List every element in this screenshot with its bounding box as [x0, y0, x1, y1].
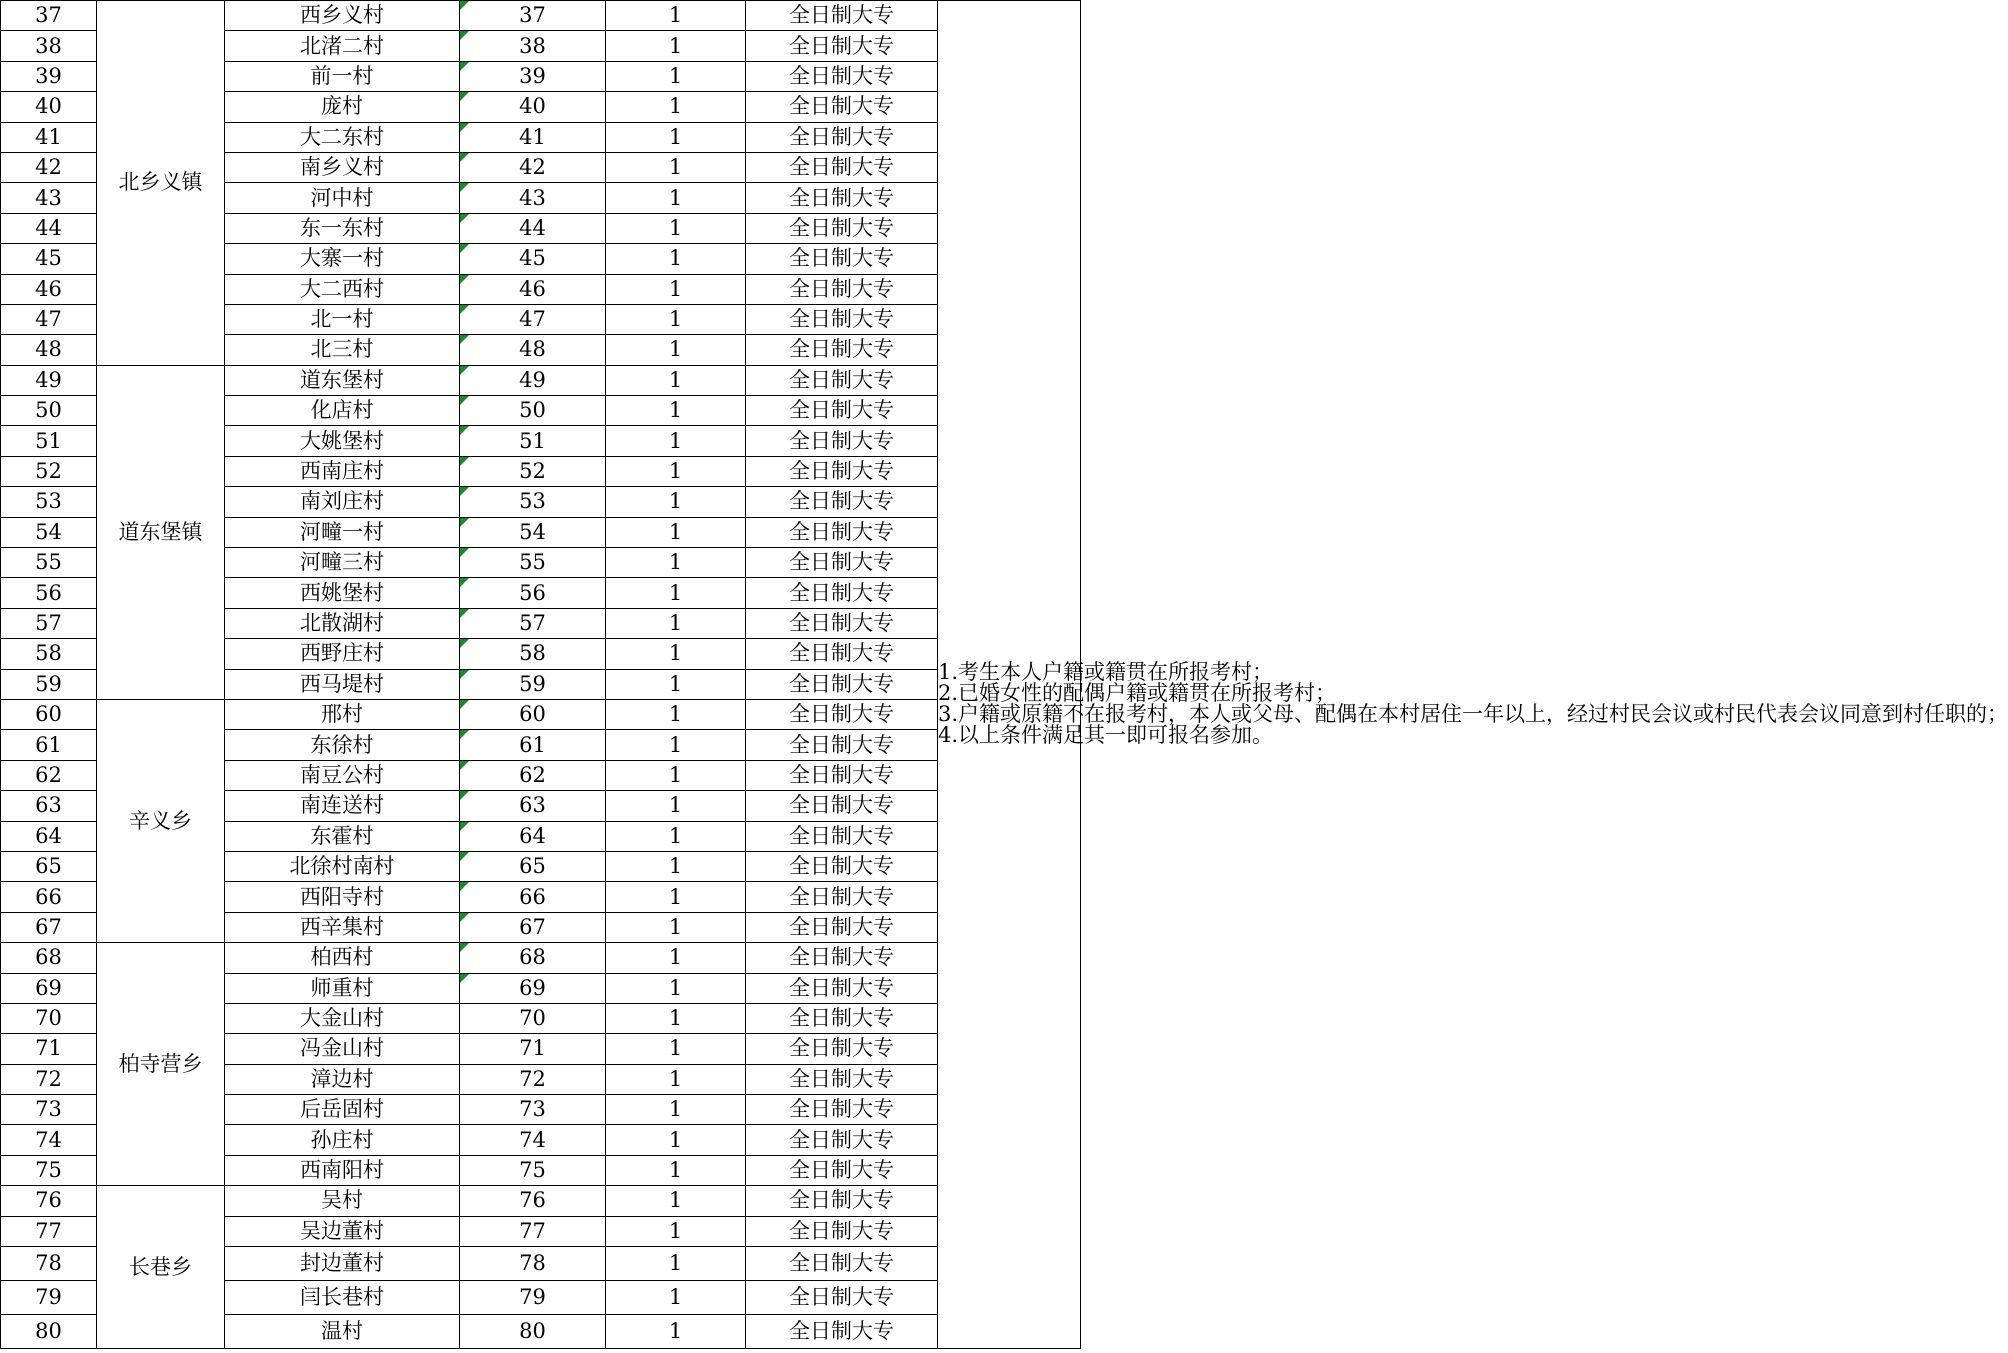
education-requirement-cell: 全日制大专 — [746, 851, 938, 881]
table-row — [1, 699, 1081, 729]
headcount-cell: 1 — [606, 304, 746, 334]
village-name-cell: 邢村 — [225, 699, 460, 729]
position-code-cell: 60 — [460, 699, 606, 729]
row-number-cell: 65 — [1, 851, 97, 881]
headcount-cell: 1 — [606, 669, 746, 699]
education-requirement-cell: 全日制大专 — [746, 183, 938, 213]
headcount-cell: 1 — [606, 456, 746, 486]
education-requirement-cell: 全日制大专 — [746, 274, 938, 304]
town-name-cell: 长巷乡 — [97, 1186, 225, 1349]
position-code-cell: 71 — [460, 1034, 606, 1064]
education-requirement-cell: 全日制大专 — [746, 122, 938, 152]
education-requirement-cell: 全日制大专 — [746, 1003, 938, 1033]
village-name-cell: 前一村 — [225, 61, 460, 91]
position-code-cell: 37 — [460, 1, 606, 31]
education-requirement-cell: 全日制大专 — [746, 548, 938, 578]
position-code-cell: 67 — [460, 912, 606, 942]
row-number-cell: 74 — [1, 1125, 97, 1155]
village-name-cell: 河疃一村 — [225, 517, 460, 547]
row-number-cell: 40 — [1, 92, 97, 122]
education-requirement-cell: 全日制大专 — [746, 396, 938, 426]
row-number-cell: 80 — [1, 1315, 97, 1349]
table-row — [1, 1186, 1081, 1216]
village-name-cell: 西野庄村 — [225, 639, 460, 669]
table-row — [1, 365, 1081, 395]
position-code-cell: 50 — [460, 396, 606, 426]
village-name-cell: 封边董村 — [225, 1247, 460, 1281]
eligibility-note-item: 1.考生本人户籍或籍贯在所报考村； — [938, 660, 1274, 684]
village-name-cell: 东徐村 — [225, 730, 460, 760]
row-number-cell: 73 — [1, 1095, 97, 1125]
row-number-cell: 52 — [1, 456, 97, 486]
row-number-cell: 56 — [1, 578, 97, 608]
education-requirement-cell: 全日制大专 — [746, 213, 938, 243]
headcount-cell: 1 — [606, 244, 746, 274]
row-number-cell: 53 — [1, 487, 97, 517]
headcount-cell: 1 — [606, 639, 746, 669]
village-name-cell: 北徐村南村 — [225, 851, 460, 881]
headcount-cell: 1 — [606, 517, 746, 547]
headcount-cell: 1 — [606, 973, 746, 1003]
education-requirement-cell: 全日制大专 — [746, 1315, 938, 1349]
education-requirement-cell: 全日制大专 — [746, 882, 938, 912]
town-name-cell: 辛义乡 — [97, 699, 225, 942]
eligibility-note-item: 4.以上条件满足其一即可报名参加。 — [938, 723, 1274, 747]
position-code-cell: 74 — [460, 1125, 606, 1155]
village-name-cell: 北散湖村 — [225, 608, 460, 638]
headcount-cell: 1 — [606, 943, 746, 973]
headcount-cell: 1 — [606, 821, 746, 851]
headcount-cell: 1 — [606, 487, 746, 517]
village-name-cell: 闫长巷村 — [225, 1281, 460, 1315]
position-code-cell: 47 — [460, 304, 606, 334]
village-name-cell: 大姚堡村 — [225, 426, 460, 456]
headcount-cell: 1 — [606, 912, 746, 942]
village-name-cell: 柏西村 — [225, 943, 460, 973]
town-name-cell: 柏寺营乡 — [97, 943, 225, 1186]
education-requirement-cell: 全日制大专 — [746, 669, 938, 699]
row-number-cell: 71 — [1, 1034, 97, 1064]
row-number-cell: 43 — [1, 183, 97, 213]
village-name-cell: 冯金山村 — [225, 1034, 460, 1064]
education-requirement-cell: 全日制大专 — [746, 1034, 938, 1064]
village-name-cell: 河疃三村 — [225, 548, 460, 578]
position-code-cell: 77 — [460, 1216, 606, 1246]
headcount-cell: 1 — [606, 396, 746, 426]
position-code-cell: 40 — [460, 92, 606, 122]
village-name-cell: 西辛集村 — [225, 912, 460, 942]
education-requirement-cell: 全日制大专 — [746, 1095, 938, 1125]
education-requirement-cell: 全日制大专 — [746, 1125, 938, 1155]
education-requirement-cell: 全日制大专 — [746, 244, 938, 274]
town-name-cell: 道东堡镇 — [97, 365, 225, 699]
position-code-cell: 54 — [460, 517, 606, 547]
education-requirement-cell: 全日制大专 — [746, 943, 938, 973]
education-requirement-cell: 全日制大专 — [746, 335, 938, 365]
village-name-cell: 西姚堡村 — [225, 578, 460, 608]
position-code-cell: 73 — [460, 1095, 606, 1125]
position-code-cell: 76 — [460, 1186, 606, 1216]
headcount-cell: 1 — [606, 882, 746, 912]
education-requirement-cell: 全日制大专 — [746, 517, 938, 547]
village-name-cell: 南乡义村 — [225, 152, 460, 182]
position-code-cell: 78 — [460, 1247, 606, 1281]
headcount-cell: 1 — [606, 213, 746, 243]
education-requirement-cell: 全日制大专 — [746, 791, 938, 821]
position-code-cell: 52 — [460, 456, 606, 486]
row-number-cell: 49 — [1, 365, 97, 395]
village-name-cell: 南豆公村 — [225, 760, 460, 790]
position-code-cell: 49 — [460, 365, 606, 395]
row-number-cell: 76 — [1, 1186, 97, 1216]
education-requirement-cell: 全日制大专 — [746, 760, 938, 790]
village-name-cell: 西乡义村 — [225, 1, 460, 31]
education-requirement-cell: 全日制大专 — [746, 608, 938, 638]
row-number-cell: 37 — [1, 1, 97, 31]
position-code-cell: 59 — [460, 669, 606, 699]
row-number-cell: 68 — [1, 943, 97, 973]
row-number-cell: 42 — [1, 152, 97, 182]
education-requirement-cell: 全日制大专 — [746, 1064, 938, 1094]
headcount-cell: 1 — [606, 365, 746, 395]
education-requirement-cell: 全日制大专 — [746, 912, 938, 942]
education-requirement-cell: 全日制大专 — [746, 730, 938, 760]
village-name-cell: 北三村 — [225, 335, 460, 365]
village-name-cell: 吴边董村 — [225, 1216, 460, 1246]
education-requirement-cell: 全日制大专 — [746, 1, 938, 31]
position-code-cell: 51 — [460, 426, 606, 456]
position-code-cell: 80 — [460, 1315, 606, 1349]
headcount-cell: 1 — [606, 1034, 746, 1064]
headcount-cell: 1 — [606, 152, 746, 182]
row-number-cell: 64 — [1, 821, 97, 851]
education-requirement-cell: 全日制大专 — [746, 578, 938, 608]
headcount-cell: 1 — [606, 1095, 746, 1125]
row-number-cell: 45 — [1, 244, 97, 274]
position-code-cell: 55 — [460, 548, 606, 578]
position-code-cell: 58 — [460, 639, 606, 669]
headcount-cell: 1 — [606, 274, 746, 304]
village-name-cell: 北渚二村 — [225, 31, 460, 61]
row-number-cell: 61 — [1, 730, 97, 760]
education-requirement-cell: 全日制大专 — [746, 304, 938, 334]
position-code-cell: 61 — [460, 730, 606, 760]
row-number-cell: 62 — [1, 760, 97, 790]
education-requirement-cell: 全日制大专 — [746, 1186, 938, 1216]
headcount-cell: 1 — [606, 548, 746, 578]
eligibility-note-item: 3.户籍或原籍不在报考村，本人或父母、配偶在本村居住一年以上，经过村民会议或村民代表会议同意到村任职的； — [938, 702, 2008, 726]
village-name-cell: 庞村 — [225, 92, 460, 122]
row-number-cell: 77 — [1, 1216, 97, 1246]
village-name-cell: 大二东村 — [225, 122, 460, 152]
headcount-cell: 1 — [606, 426, 746, 456]
headcount-cell: 1 — [606, 1064, 746, 1094]
headcount-cell: 1 — [606, 851, 746, 881]
position-code-cell: 48 — [460, 335, 606, 365]
row-number-cell: 79 — [1, 1281, 97, 1315]
education-requirement-cell: 全日制大专 — [746, 92, 938, 122]
village-name-cell: 大金山村 — [225, 1003, 460, 1033]
village-name-cell: 西南阳村 — [225, 1155, 460, 1185]
position-code-cell: 38 — [460, 31, 606, 61]
position-code-cell: 41 — [460, 122, 606, 152]
headcount-cell: 1 — [606, 61, 746, 91]
headcount-cell: 1 — [606, 730, 746, 760]
education-requirement-cell: 全日制大专 — [746, 456, 938, 486]
row-number-cell: 67 — [1, 912, 97, 942]
education-requirement-cell: 全日制大专 — [746, 1216, 938, 1246]
position-code-cell: 45 — [460, 244, 606, 274]
education-requirement-cell: 全日制大专 — [746, 487, 938, 517]
village-name-cell: 西南庄村 — [225, 456, 460, 486]
position-code-cell: 62 — [460, 760, 606, 790]
row-number-cell: 48 — [1, 335, 97, 365]
village-name-cell: 大寨一村 — [225, 244, 460, 274]
education-requirement-cell: 全日制大专 — [746, 1247, 938, 1281]
row-number-cell: 46 — [1, 274, 97, 304]
position-code-cell: 66 — [460, 882, 606, 912]
row-number-cell: 50 — [1, 396, 97, 426]
position-code-cell: 53 — [460, 487, 606, 517]
table-row — [1, 943, 1081, 973]
headcount-cell: 1 — [606, 608, 746, 638]
position-code-cell: 64 — [460, 821, 606, 851]
village-name-cell: 后岳固村 — [225, 1095, 460, 1125]
headcount-cell: 1 — [606, 1247, 746, 1281]
position-code-cell: 42 — [460, 152, 606, 182]
village-name-cell: 师重村 — [225, 973, 460, 1003]
headcount-cell: 1 — [606, 1281, 746, 1315]
headcount-cell: 1 — [606, 1216, 746, 1246]
headcount-cell: 1 — [606, 1186, 746, 1216]
village-name-cell: 南刘庄村 — [225, 487, 460, 517]
village-name-cell: 南连送村 — [225, 791, 460, 821]
row-number-cell: 59 — [1, 669, 97, 699]
eligibility-notes-cell — [938, 1, 2008, 1349]
education-requirement-cell: 全日制大专 — [746, 639, 938, 669]
headcount-cell: 1 — [606, 92, 746, 122]
position-code-cell: 39 — [460, 61, 606, 91]
village-name-cell: 漳边村 — [225, 1064, 460, 1094]
row-number-cell: 58 — [1, 639, 97, 669]
village-name-cell: 北一村 — [225, 304, 460, 334]
row-number-cell: 57 — [1, 608, 97, 638]
row-number-cell: 47 — [1, 304, 97, 334]
row-number-cell: 78 — [1, 1247, 97, 1281]
town-name-cell: 北乡义镇 — [97, 1, 225, 366]
position-code-cell: 63 — [460, 791, 606, 821]
village-name-cell: 孙庄村 — [225, 1125, 460, 1155]
headcount-cell: 1 — [606, 1, 746, 31]
position-code-cell: 70 — [460, 1003, 606, 1033]
headcount-cell: 1 — [606, 1003, 746, 1033]
row-number-cell: 55 — [1, 548, 97, 578]
education-requirement-cell: 全日制大专 — [746, 365, 938, 395]
village-name-cell: 河中村 — [225, 183, 460, 213]
education-requirement-cell: 全日制大专 — [746, 821, 938, 851]
row-number-cell: 41 — [1, 122, 97, 152]
headcount-cell: 1 — [606, 760, 746, 790]
position-code-cell: 46 — [460, 274, 606, 304]
headcount-cell: 1 — [606, 122, 746, 152]
education-requirement-cell: 全日制大专 — [746, 1155, 938, 1185]
table-row — [1, 1, 1081, 31]
position-code-cell: 44 — [460, 213, 606, 243]
row-number-cell: 63 — [1, 791, 97, 821]
village-name-cell: 西阳寺村 — [225, 882, 460, 912]
position-code-cell: 72 — [460, 1064, 606, 1094]
position-code-cell: 43 — [460, 183, 606, 213]
education-requirement-cell: 全日制大专 — [746, 61, 938, 91]
row-number-cell: 66 — [1, 882, 97, 912]
headcount-cell: 1 — [606, 791, 746, 821]
village-name-cell: 道东堡村 — [225, 365, 460, 395]
row-number-cell: 44 — [1, 213, 97, 243]
village-name-cell: 东一东村 — [225, 213, 460, 243]
headcount-cell: 1 — [606, 183, 746, 213]
position-code-cell: 56 — [460, 578, 606, 608]
headcount-cell: 1 — [606, 1125, 746, 1155]
education-requirement-cell: 全日制大专 — [746, 973, 938, 1003]
village-name-cell: 大二西村 — [225, 274, 460, 304]
row-number-cell: 54 — [1, 517, 97, 547]
row-number-cell: 60 — [1, 699, 97, 729]
headcount-cell: 1 — [606, 578, 746, 608]
row-number-cell: 70 — [1, 1003, 97, 1033]
headcount-cell: 1 — [606, 335, 746, 365]
eligibility-note-item: 2.已婚女性的配偶户籍或籍贯在所报考村； — [938, 681, 1337, 705]
village-name-cell: 东霍村 — [225, 821, 460, 851]
education-requirement-cell: 全日制大专 — [746, 699, 938, 729]
position-code-cell: 69 — [460, 973, 606, 1003]
position-code-cell: 57 — [460, 608, 606, 638]
row-number-cell: 69 — [1, 973, 97, 1003]
education-requirement-cell: 全日制大专 — [746, 152, 938, 182]
headcount-cell: 1 — [606, 699, 746, 729]
position-code-cell: 68 — [460, 943, 606, 973]
position-code-cell: 79 — [460, 1281, 606, 1315]
village-name-cell: 西马堤村 — [225, 669, 460, 699]
row-number-cell: 39 — [1, 61, 97, 91]
row-number-cell: 38 — [1, 31, 97, 61]
position-code-cell: 65 — [460, 851, 606, 881]
row-number-cell: 72 — [1, 1064, 97, 1094]
education-requirement-cell: 全日制大专 — [746, 31, 938, 61]
position-code-cell: 75 — [460, 1155, 606, 1185]
headcount-cell: 1 — [606, 1315, 746, 1349]
village-name-cell: 吴村 — [225, 1186, 460, 1216]
village-name-cell: 温村 — [225, 1315, 460, 1349]
row-number-cell: 51 — [1, 426, 97, 456]
education-requirement-cell: 全日制大专 — [746, 1281, 938, 1315]
headcount-cell: 1 — [606, 31, 746, 61]
education-requirement-cell: 全日制大专 — [746, 426, 938, 456]
row-number-cell: 75 — [1, 1155, 97, 1185]
headcount-cell: 1 — [606, 1155, 746, 1185]
village-name-cell: 化店村 — [225, 396, 460, 426]
